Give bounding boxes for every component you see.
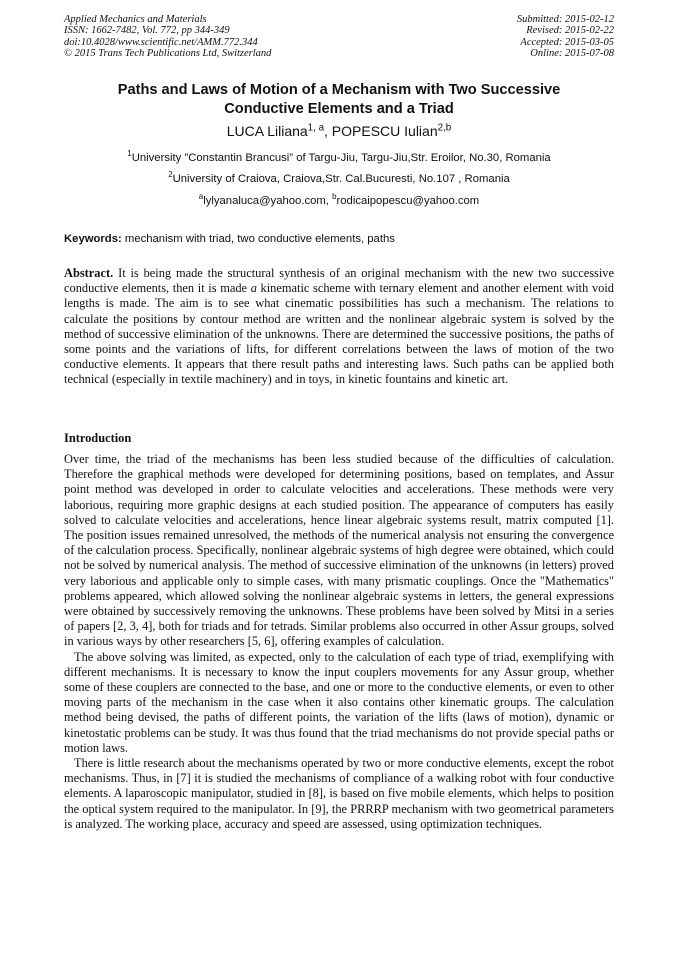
introduction-body	[64, 452, 614, 832]
affiliation-2	[64, 172, 614, 186]
author-2: POPESCU Iulian	[331, 123, 438, 139]
online-date: Online: 2015-07-08	[530, 47, 614, 59]
author-2-affiliation: 2,b	[437, 122, 452, 134]
email-a-marker: a	[198, 192, 204, 202]
author-separator: ,	[324, 123, 332, 139]
journal-name: Applied Mechanics and Materials	[64, 14, 207, 25]
revised-date: Revised: 2015-02-22	[526, 25, 614, 37]
affiliation-1-text: University ”Constantin Brancusi” of Targu-Jiu, Targu-Jiu,Str. Eroilor, No.30, Romania	[131, 152, 551, 164]
affiliation-1	[64, 151, 614, 165]
paper-title	[64, 81, 614, 118]
issn-line: ISSN: 1662-7482, Vol. 772, pp 344-349	[64, 25, 230, 37]
abstract-text-2: kinematic scheme with ternary element and another element with void lengths is made. The aim is to see what cinematic possibilities has such a mechanism. The relations to calculate the positions by contour method are written and the nonlinear algebraic system is solved by the method of successive elimination of the unknowns. There are determined the successive positions, the paths of some points and the variations of lifts, for different correlations between the laws of motion of the two conductive elements. It appears that there result paths and interesting laws. Such paths can be applied both technical (especially in textile machinery) and in toys, in kinetic fountains and kinetic art.	[64, 281, 614, 387]
affiliation-2-marker: 2	[168, 170, 173, 180]
abstract	[64, 266, 614, 388]
author-list	[64, 122, 614, 140]
keywords	[64, 232, 614, 246]
title-line-1: Paths and Laws of Motion of a Mechanism with Two Successive	[117, 82, 561, 98]
keywords-text: mechanism with triad, two conductive elements, paths	[121, 233, 395, 245]
dates-info	[517, 14, 614, 59]
author-1: LUCA Liliana	[226, 123, 308, 139]
intro-paragraph-1: Over time, the triad of the mechanisms has been less studied because of the difficulties of calculation. Therefore the graphical methods were developed for determining positions, based on templates, and Assur point method was developed in order to calculate velocities and accelerations. These methods were very laborious, requiring more graphic designs at each studied position. The appearance of computers has easily solved to calculate velocities and accelerations, hence linear algebraic systems result, matrix computed [1]. The position issues remained unresolved, the methods of the numerical analysis not ensuring the convergence of the calculation process. Specifically, nonlinear algebraic systems of high degree were obtained, which could not be solved by numerical analysis. The method of successive elimination of the unknowns (in letters) proved very laborious and applicable only to simple cases, with many prismatic couplings. Once the "Mathematics" problems appeared, which allowed solving the nonlinear algebraic systems in letters, the general expressions were obtained by successively removing the unknowns. These problems have been solved by Mitsi in a series of papers [2, 3, 4], both for triads and for tetrads. Similar problems also occurred in other Assur groups, solved in various ways by other researchers [5, 6], offering examples of calculation.	[64, 452, 614, 649]
copyright-line: © 2015 Trans Tech Publications Ltd, Switzerland	[64, 47, 272, 59]
section-heading-introduction: Introduction	[64, 431, 132, 445]
affiliation-2-text: University of Craiova, Craiova,Str. Cal.Bucuresti, No.107 , Romania	[172, 173, 510, 185]
email-b-marker: b	[332, 192, 337, 202]
intro-paragraph-3: There is little research about the mechanisms operated by two or more conductive elements, except the robot mechanisms. Thus, in [7] it is studied the mechanisms of compliance of a walking robot with four conductive elements. A laparoscopic manipulator, studied in [8], is based on five mobile elements, which helps to position the optical system required to the manipulator. In [9], the PRRRP mechanism with two geometrical parameters is analyzed. The working place, accuracy and speed are assessed, using optimization techniques.	[64, 756, 614, 831]
submitted-date: Submitted: 2015-02-12	[516, 14, 614, 25]
keywords-label: Keywords:	[64, 233, 122, 245]
accepted-date: Accepted: 2015-03-05	[520, 36, 614, 48]
email-a: lylyanaluca@yahoo.com,	[203, 195, 333, 207]
affiliation-1-marker: 1	[127, 149, 132, 159]
abstract-label: Abstract.	[64, 266, 114, 280]
journal-info	[64, 14, 271, 59]
abstract-italic: a	[250, 281, 257, 296]
author-1-affiliation: 1, a	[307, 122, 325, 134]
intro-paragraph-2: The above solving was limited, as expected, only to the calculation of each type of triad, exemplifying with different mechanisms. It is necessary to know the input couplers movements for any Assur group, whether some of these couplers are connected to the base, and one or more to the conductive elements, or even to other moving parts of the mechanism in the case when it also contains other kinematic groups. The calculation method being devised, the paths of different points, the variation of the lifts (laws of motion), dynamic or kinetostatic problems can be study. It was thus found that the triad mechanisms do not provide special paths or motion laws.	[64, 649, 614, 755]
doi-line: doi:10.4028/www.scientific.net/AMM.772.344	[64, 36, 258, 48]
abstract-text-1: It is being made the structural synthesis of an original mechanism with the new two successive conductive elements, then it is made	[64, 266, 614, 296]
title-line-2: Conductive Elements and a Triad	[224, 100, 454, 117]
emails	[64, 194, 614, 208]
email-b: rodicaipopescu@yahoo.com	[336, 195, 480, 207]
